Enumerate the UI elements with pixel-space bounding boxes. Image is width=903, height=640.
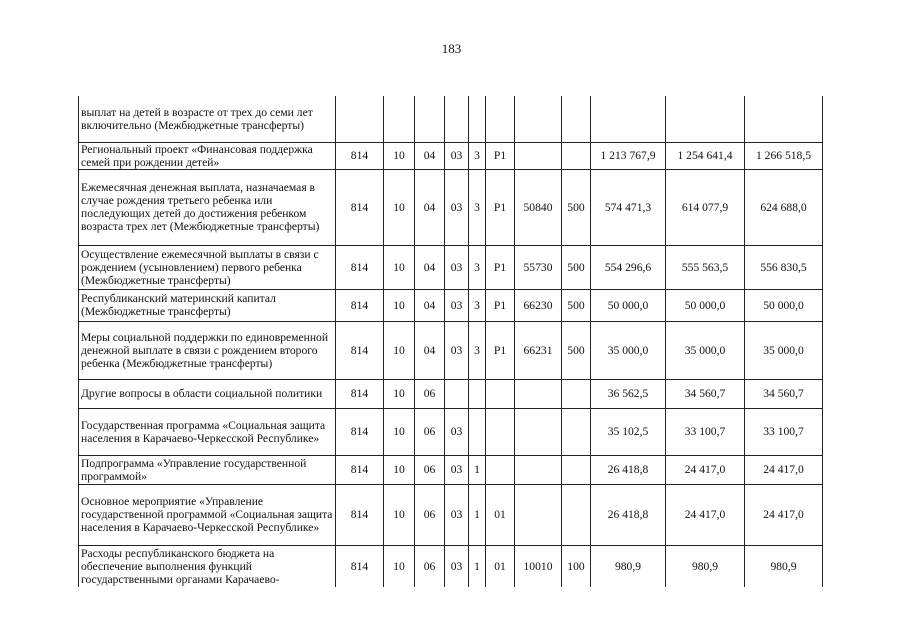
direction-code-cell [515, 379, 562, 408]
admin-code-cell: 814 [336, 379, 384, 408]
subsection-code-cell: 06 [415, 484, 445, 545]
expense-type-cell: 100 [562, 545, 591, 587]
section-code-cell: 10 [384, 484, 415, 545]
admin-code-cell: 814 [336, 169, 384, 245]
table-row [79, 408, 823, 455]
event-code-cell: P1 [486, 169, 515, 245]
amount-year1-cell [591, 96, 666, 142]
amount-year2-cell: 35 000,0 [666, 321, 745, 379]
subprogram-code-cell: 3 [469, 142, 486, 169]
subprogram-code-cell: 1 [469, 484, 486, 545]
amount-year1-cell: 35 102,5 [591, 408, 666, 455]
table-row [79, 321, 823, 379]
subprogram-code-cell [469, 96, 486, 142]
direction-code-cell: 66231 [515, 321, 562, 379]
amount-year2-cell [666, 96, 745, 142]
row-name-cell: Меры социальной поддержки по единовременной денежной выплате в связи с рождением второго ребенка (Межбюджетные трансферты) [79, 321, 336, 379]
event-code-cell: 01 [486, 484, 515, 545]
amount-year1-cell: 554 296,6 [591, 245, 666, 289]
subprogram-code-cell: 3 [469, 289, 486, 321]
section-code-cell [384, 96, 415, 142]
subprogram-code-cell: 1 [469, 455, 486, 484]
row-name-cell: Осуществление ежемесячной выплаты в связи с рождением (усыновлением) первого ребенка (Межбюджетные трансферты) [79, 245, 336, 289]
table-row [79, 245, 823, 289]
expense-type-cell: 500 [562, 169, 591, 245]
table-row [79, 545, 823, 587]
amount-year3-cell: 980,9 [745, 545, 823, 587]
subsection-code-cell [415, 96, 445, 142]
table-row [79, 169, 823, 245]
section-code-cell: 10 [384, 455, 415, 484]
row-name-cell: Подпрограмма «Управление государственной программой» [79, 455, 336, 484]
admin-code-cell: 814 [336, 545, 384, 587]
subsection-code-cell: 04 [415, 245, 445, 289]
section-code-cell: 10 [384, 321, 415, 379]
amount-year3-cell: 24 417,0 [745, 455, 823, 484]
expense-type-cell: 500 [562, 321, 591, 379]
amount-year3-cell: 556 830,5 [745, 245, 823, 289]
expense-type-cell [562, 484, 591, 545]
direction-code-cell [515, 455, 562, 484]
event-code-cell [486, 379, 515, 408]
table-row [79, 96, 823, 142]
expense-type-cell [562, 408, 591, 455]
subprogram-code-cell [469, 379, 486, 408]
admin-code-cell: 814 [336, 289, 384, 321]
table-row [79, 289, 823, 321]
direction-code-cell [515, 484, 562, 545]
row-name-cell: Государственная программа «Социальная защита населения в Карачаево-Черкесской Республике» [79, 408, 336, 455]
budget-table [78, 96, 823, 587]
direction-code-cell [515, 142, 562, 169]
admin-code-cell: 814 [336, 142, 384, 169]
expense-type-cell [562, 379, 591, 408]
direction-code-cell: 66230 [515, 289, 562, 321]
section-code-cell: 10 [384, 169, 415, 245]
event-code-cell: 01 [486, 545, 515, 587]
expense-type-cell: 500 [562, 289, 591, 321]
page-number: 183 [441, 41, 462, 56]
amount-year3-cell: 34 560,7 [745, 379, 823, 408]
expense-type-cell [562, 142, 591, 169]
subprogram-code-cell: 3 [469, 245, 486, 289]
amount-year1-cell: 26 418,8 [591, 455, 666, 484]
subsection-code-cell: 06 [415, 408, 445, 455]
program-code-cell [445, 379, 469, 408]
direction-code-cell: 50840 [515, 169, 562, 245]
amount-year3-cell: 624 688,0 [745, 169, 823, 245]
amount-year1-cell: 980,9 [591, 545, 666, 587]
admin-code-cell: 814 [336, 455, 384, 484]
program-code-cell: 03 [445, 455, 469, 484]
program-code-cell: 03 [445, 169, 469, 245]
event-code-cell: P1 [486, 289, 515, 321]
admin-code-cell [336, 96, 384, 142]
amount-year3-cell: 50 000,0 [745, 289, 823, 321]
admin-code-cell: 814 [336, 484, 384, 545]
amount-year2-cell: 555 563,5 [666, 245, 745, 289]
expense-type-cell: 500 [562, 245, 591, 289]
amount-year1-cell: 50 000,0 [591, 289, 666, 321]
amount-year3-cell: 33 100,7 [745, 408, 823, 455]
program-code-cell: 03 [445, 142, 469, 169]
admin-code-cell: 814 [336, 408, 384, 455]
amount-year2-cell: 1 254 641,4 [666, 142, 745, 169]
amount-year3-cell: 24 417,0 [745, 484, 823, 545]
table-row [79, 142, 823, 169]
direction-code-cell: 10010 [515, 545, 562, 587]
amount-year2-cell: 614 077,9 [666, 169, 745, 245]
table-body [79, 96, 823, 587]
section-code-cell: 10 [384, 545, 415, 587]
amount-year1-cell: 35 000,0 [591, 321, 666, 379]
amount-year2-cell: 34 560,7 [666, 379, 745, 408]
subsection-code-cell: 06 [415, 455, 445, 484]
program-code-cell: 03 [445, 321, 469, 379]
table-row [79, 379, 823, 408]
event-code-cell: P1 [486, 245, 515, 289]
event-code-cell [486, 96, 515, 142]
amount-year2-cell: 980,9 [666, 545, 745, 587]
amount-year2-cell: 33 100,7 [666, 408, 745, 455]
event-code-cell [486, 408, 515, 455]
row-name-cell: Республиканский материнский капитал (Межбюджетные трансферты) [79, 289, 336, 321]
amount-year2-cell: 24 417,0 [666, 455, 745, 484]
program-code-cell: 03 [445, 484, 469, 545]
subprogram-code-cell: 1 [469, 545, 486, 587]
amount-year2-cell: 24 417,0 [666, 484, 745, 545]
section-code-cell: 10 [384, 289, 415, 321]
amount-year3-cell [745, 96, 823, 142]
section-code-cell: 10 [384, 379, 415, 408]
event-code-cell: P1 [486, 142, 515, 169]
amount-year1-cell: 26 418,8 [591, 484, 666, 545]
program-code-cell: 03 [445, 289, 469, 321]
table-row [79, 455, 823, 484]
subsection-code-cell: 06 [415, 545, 445, 587]
section-code-cell: 10 [384, 245, 415, 289]
subsection-code-cell: 04 [415, 321, 445, 379]
amount-year1-cell: 1 213 767,9 [591, 142, 666, 169]
amount-year1-cell: 36 562,5 [591, 379, 666, 408]
section-code-cell: 10 [384, 408, 415, 455]
program-code-cell: 03 [445, 408, 469, 455]
direction-code-cell: 55730 [515, 245, 562, 289]
row-name-cell: Ежемесячная денежная выплата, назначаемая в случае рождения третьего ребенка или последующих детей до достижения ребенком возраста трех лет (Межбюджетные трансферты) [79, 169, 336, 245]
subsection-code-cell: 04 [415, 289, 445, 321]
row-name-cell: Другие вопросы в области социальной политики [79, 379, 336, 408]
amount-year1-cell: 574 471,3 [591, 169, 666, 245]
subsection-code-cell: 06 [415, 379, 445, 408]
amount-year3-cell: 35 000,0 [745, 321, 823, 379]
subsection-code-cell: 04 [415, 142, 445, 169]
expense-type-cell [562, 96, 591, 142]
row-name-cell: Основное мероприятие «Управление государственной программой «Социальная защита населения в Карачаево-Черкесской Республике» [79, 484, 336, 545]
event-code-cell: P1 [486, 321, 515, 379]
event-code-cell [486, 455, 515, 484]
amount-year2-cell: 50 000,0 [666, 289, 745, 321]
section-code-cell: 10 [384, 142, 415, 169]
amount-year3-cell: 1 266 518,5 [745, 142, 823, 169]
admin-code-cell: 814 [336, 245, 384, 289]
direction-code-cell [515, 408, 562, 455]
expense-type-cell [562, 455, 591, 484]
row-name-cell: выплат на детей в возрасте от трех до семи лет включительно (Межбюджетные трансферты) [79, 96, 336, 142]
table-row [79, 484, 823, 545]
row-name-cell: Расходы республиканского бюджета на обеспечение выполнения функций государственными органами Карачаево- [79, 545, 336, 587]
subprogram-code-cell: 3 [469, 321, 486, 379]
program-code-cell: 03 [445, 545, 469, 587]
program-code-cell [445, 96, 469, 142]
subprogram-code-cell [469, 408, 486, 455]
program-code-cell: 03 [445, 245, 469, 289]
admin-code-cell: 814 [336, 321, 384, 379]
subprogram-code-cell: 3 [469, 169, 486, 245]
direction-code-cell [515, 96, 562, 142]
row-name-cell: Региональный проект «Финансовая поддержка семей при рождении детей» [79, 142, 336, 169]
subsection-code-cell: 04 [415, 169, 445, 245]
